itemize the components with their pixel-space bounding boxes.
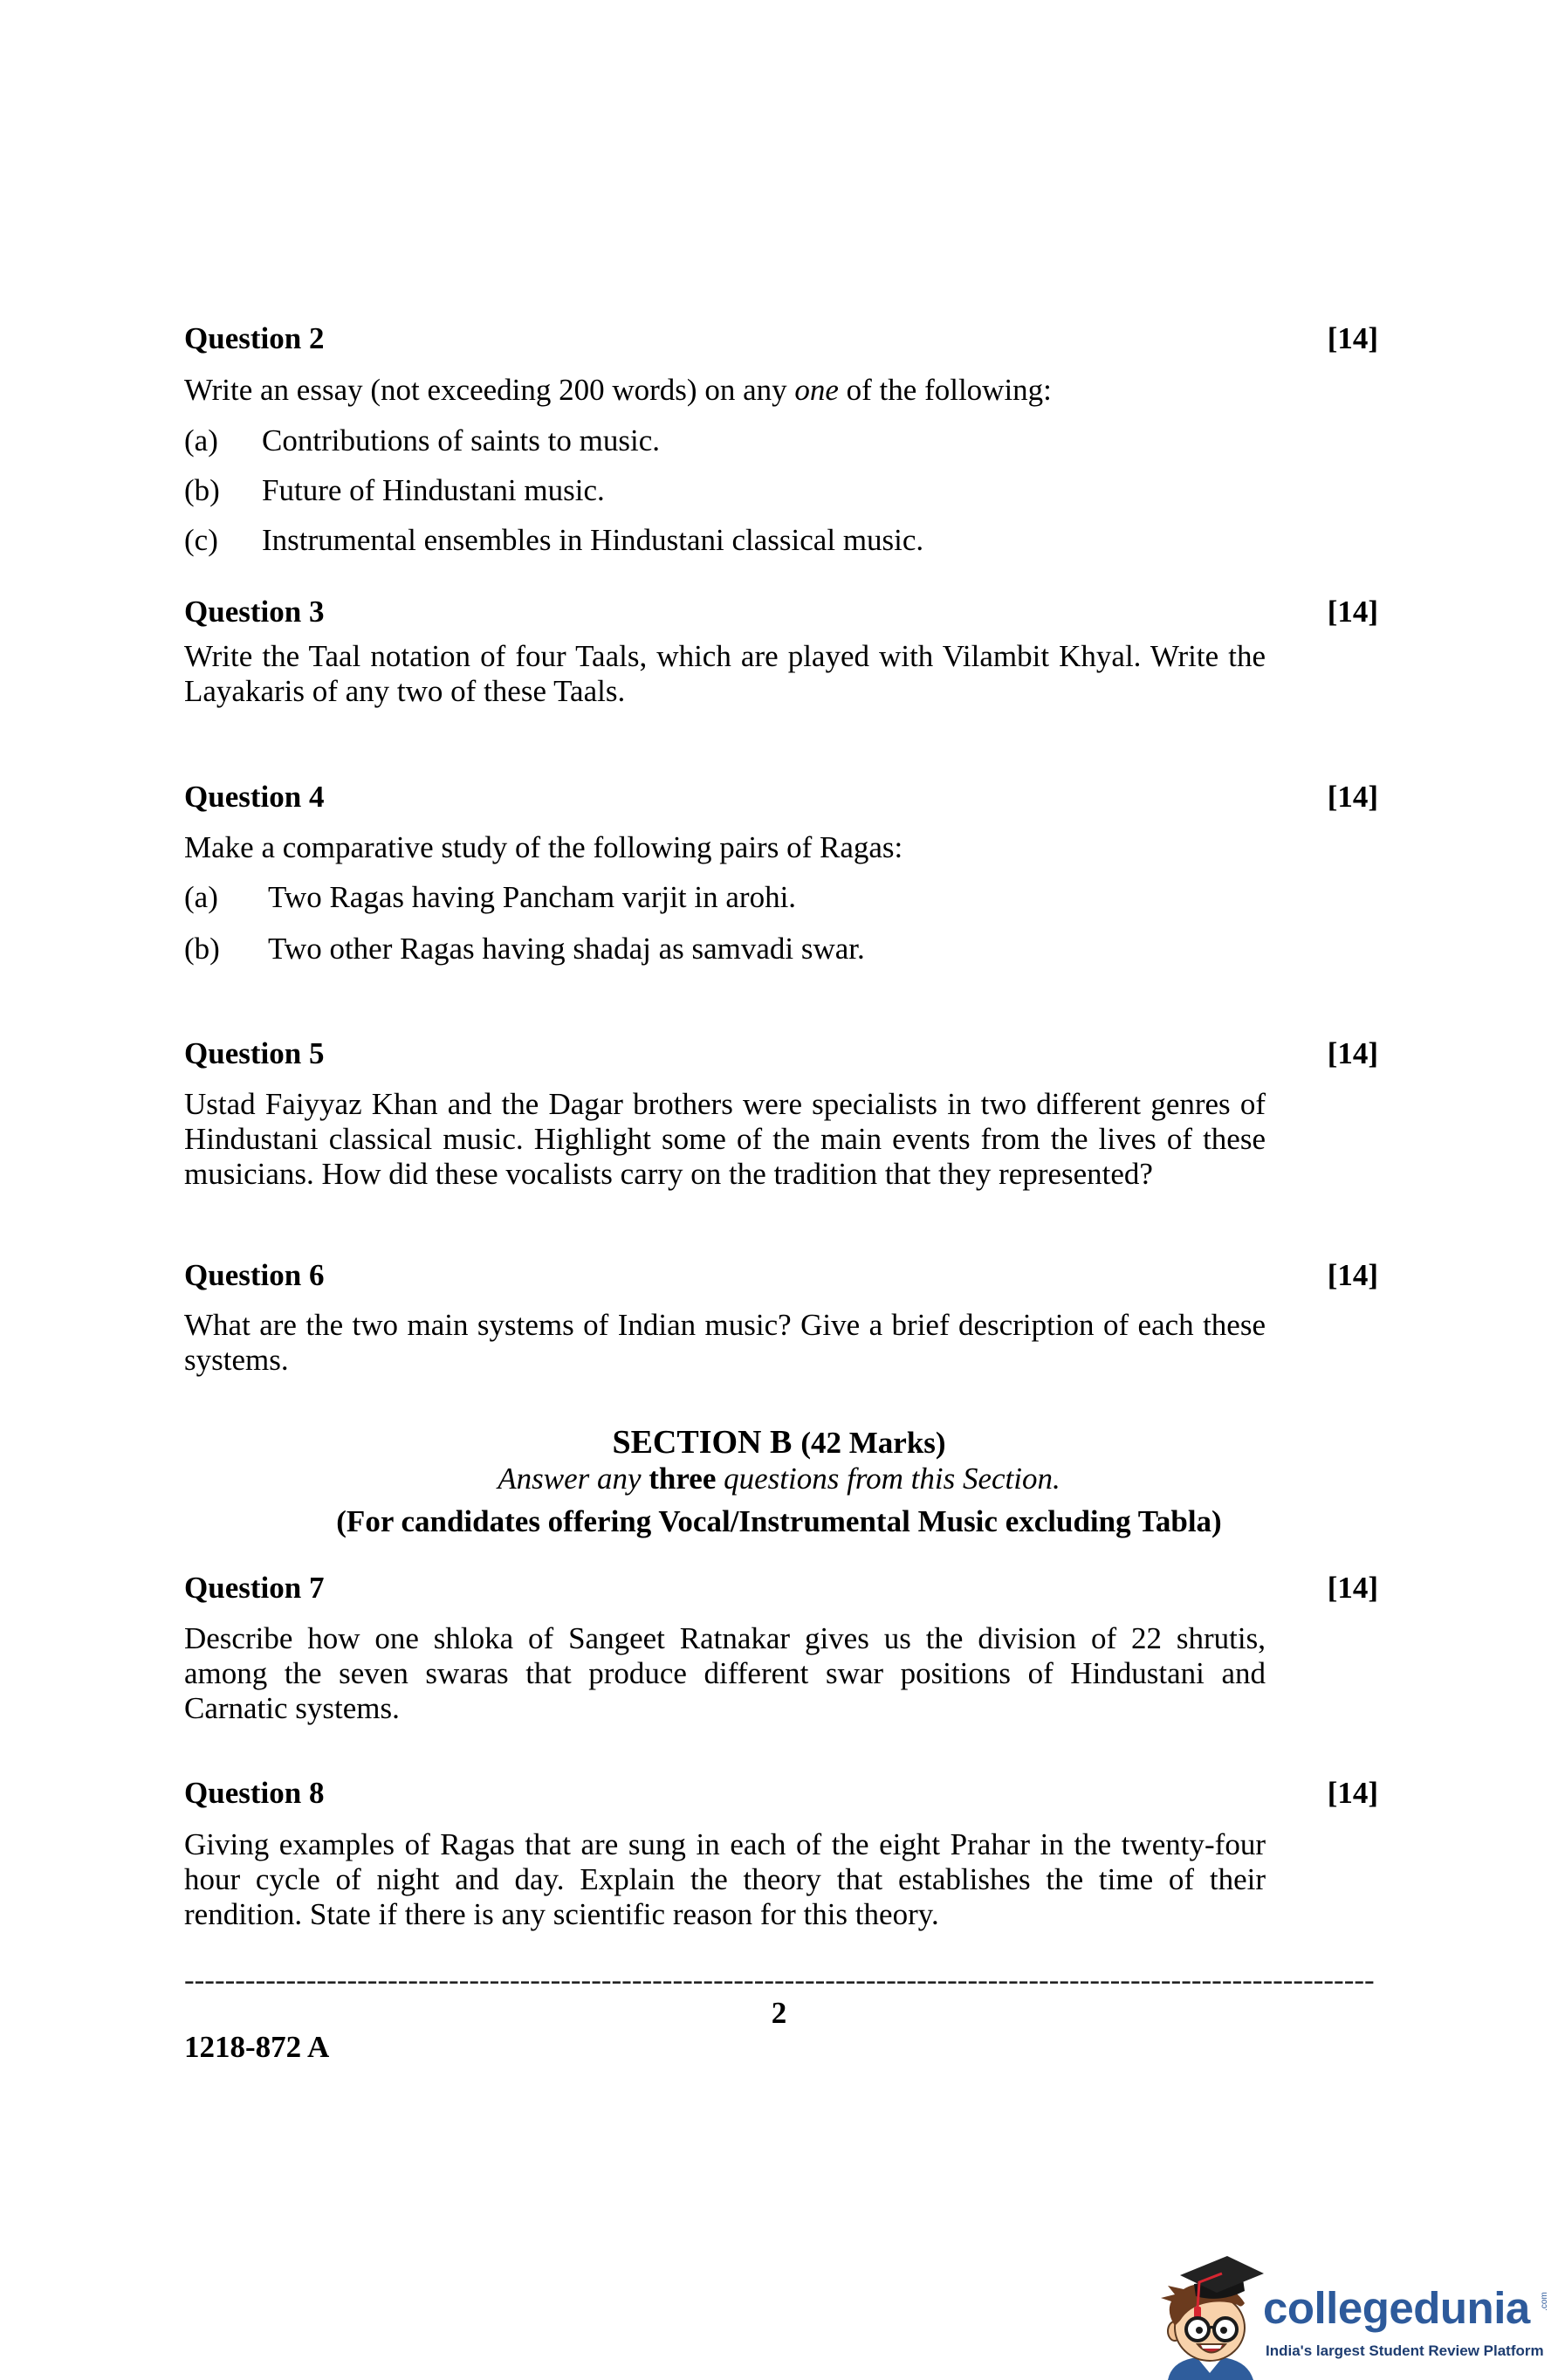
- question-text-line: musicians. How did these vocalists carry on the tradition that they represented?: [184, 1157, 1153, 1191]
- section-title: SECTION B: [612, 1424, 793, 1461]
- option-label: (a): [184, 880, 218, 914]
- option-b: [184, 473, 1378, 508]
- section-marks: (42 Marks): [800, 1426, 946, 1460]
- question-2: [184, 321, 1378, 557]
- mascot-eye-left: [1196, 2327, 1203, 2334]
- brand-tagline: India's largest Student Review Platform: [1266, 2342, 1544, 2359]
- question-7: [184, 1571, 1378, 1745]
- prompt-emphasis: one: [794, 373, 839, 407]
- page-number: 2: [771, 1996, 787, 2030]
- candidates-note: (For candidates offering Vocal/Instrumental Music excluding Tabla): [336, 1504, 1222, 1538]
- question-marks: [14]: [1327, 1776, 1378, 1810]
- question-text-line: rendition. State if there is any scientific reason for this theory.: [184, 1897, 939, 1931]
- question-title: Question 2: [184, 321, 325, 355]
- question-header: [184, 1036, 1378, 1071]
- option-b: [184, 932, 1378, 966]
- question-marks: [14]: [1327, 595, 1378, 629]
- option-text: Future of Hindustani music.: [262, 473, 605, 507]
- brand-tld: .com: [1540, 2292, 1549, 2311]
- mascot-glasses-bridge: [1209, 2328, 1214, 2329]
- option-label: (a): [184, 423, 218, 457]
- question-prompt: [184, 373, 1052, 408]
- instruction-emphasis: three: [649, 1462, 717, 1496]
- question-text-line: Giving examples of Ragas that are sung in each of the eight Prahar in the twenty-four: [184, 1827, 1266, 1861]
- question-header: [184, 321, 1378, 356]
- option-text: Contributions of saints to music.: [262, 423, 660, 457]
- question-marks: [14]: [1327, 1571, 1378, 1605]
- question-text-line: hour cycle of night and day. Explain the theory that establishes the time of their: [184, 1862, 1266, 1896]
- graduate-mascot-icon: [1154, 2251, 1266, 2380]
- question-text-line: Hindustani classical music. Highlight some of the main events from the lives of these: [184, 1122, 1266, 1156]
- question-title: Question 7: [184, 1571, 325, 1605]
- option-text: Two Ragas having Pancham varjit in arohi.: [268, 880, 797, 914]
- option-label: (b): [184, 932, 220, 966]
- option-text: Two other Ragas having shadaj as samvadi swar.: [268, 932, 865, 966]
- section-b-heading: [0, 1423, 1558, 1462]
- question-marks: [14]: [1327, 321, 1378, 355]
- paper-code: 1218-872 A: [184, 2030, 330, 2064]
- mascot-eye-right: [1220, 2327, 1227, 2334]
- instruction-text: questions from this Section.: [716, 1462, 1060, 1496]
- question-header: [184, 1776, 1378, 1811]
- question-title: Question 3: [184, 595, 325, 629]
- question-title: Question 8: [184, 1776, 325, 1810]
- question-text-line: Carnatic systems.: [184, 1691, 400, 1725]
- question-text-line: Write the Taal notation of four Taals, which are played with Vilambit Khyal. Write the: [184, 639, 1266, 673]
- prompt-text: Write an essay (not exceeding 200 words) on any: [184, 373, 795, 407]
- question-text-line: Layakaris of any two of these Taals.: [184, 674, 626, 708]
- section-instruction: [0, 1462, 1558, 1496]
- question-6: [184, 1258, 1378, 1433]
- question-text-line: among the seven swaras that produce different swar positions of Hindustani and: [184, 1656, 1266, 1690]
- question-marks: [14]: [1327, 780, 1378, 814]
- question-text-line: systems.: [184, 1343, 289, 1377]
- question-prompt: Make a comparative study of the following pairs of Ragas:: [184, 830, 903, 864]
- question-title: Question 4: [184, 780, 325, 814]
- question-5: [184, 1036, 1378, 1211]
- question-text-line: Describe how one shloka of Sangeet Ratnakar gives us the division of 22 shrutis,: [184, 1621, 1266, 1655]
- brand-name: collegedunia: [1263, 2283, 1530, 2333]
- option-label: (c): [184, 523, 218, 557]
- option-text: Instrumental ensembles in Hindustani classical music.: [262, 523, 924, 557]
- mascot-teeth: [1201, 2345, 1222, 2349]
- question-header: [184, 1571, 1378, 1606]
- question-3: [184, 595, 1378, 769]
- question-marks: [14]: [1327, 1036, 1378, 1070]
- option-a: [184, 880, 1378, 915]
- question-title: Question 6: [184, 1258, 325, 1292]
- question-8: [184, 1776, 1378, 1950]
- option-a: [184, 423, 1378, 458]
- option-c: [184, 523, 1378, 558]
- question-header: [184, 780, 1378, 815]
- question-header: [184, 595, 1378, 629]
- question-4: [184, 780, 1378, 966]
- option-label: (b): [184, 473, 220, 507]
- question-text-line: Ustad Faiyyaz Khan and the Dagar brothers were specialists in two different genres of: [184, 1087, 1266, 1121]
- question-marks: [14]: [1327, 1258, 1378, 1292]
- question-text-line: What are the two main systems of Indian music? Give a brief description of each these: [184, 1308, 1266, 1342]
- question-title: Question 5: [184, 1036, 325, 1070]
- question-header: [184, 1258, 1378, 1293]
- prompt-text: of the following:: [838, 373, 1052, 407]
- instruction-text: Answer any: [498, 1462, 649, 1496]
- footer-divider: ---------------------------------------------------------------------------------------------------------------------: [184, 1963, 1375, 1997]
